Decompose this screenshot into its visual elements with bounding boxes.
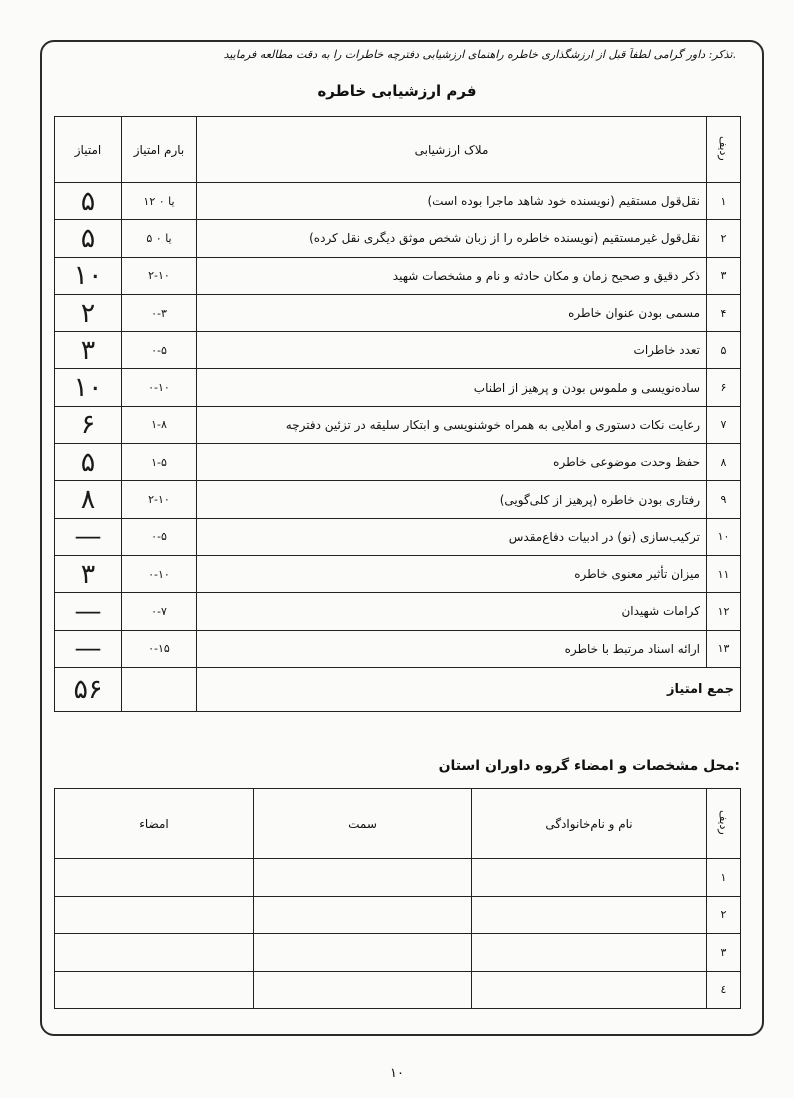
row-number: ۱۲	[707, 593, 741, 630]
evaluation-row	[55, 481, 741, 518]
judge-name-cell[interactable]	[472, 896, 707, 934]
judge-row-number: ۱	[707, 859, 741, 897]
handwritten-score: —	[55, 593, 122, 630]
judges-header-name: نام و نام‌خانوادگی	[472, 789, 707, 859]
judge-position-cell[interactable]	[254, 859, 472, 897]
evaluation-row	[55, 369, 741, 406]
evaluation-row	[55, 518, 741, 555]
judge-row-number: ۲	[707, 896, 741, 934]
judge-name-cell[interactable]	[472, 859, 707, 897]
evaluation-row	[55, 630, 741, 667]
criterion-text: حفظ وحدت موضوعی خاطره	[197, 444, 707, 481]
evaluation-row	[55, 555, 741, 592]
max-score: ۰-۵	[122, 518, 197, 555]
handwritten-score: ۱۰	[55, 369, 122, 406]
max-score: ۰-۱۵	[122, 630, 197, 667]
handwritten-score: ۳	[55, 555, 122, 592]
criterion-text: تعدد خاطرات	[197, 332, 707, 369]
handwritten-score: ۶	[55, 406, 122, 443]
judges-header-row	[55, 789, 741, 859]
header-criteria: ملاک ارزشیابی	[197, 117, 707, 183]
row-number: ۱۳	[707, 630, 741, 667]
judge-position-cell[interactable]	[254, 934, 472, 972]
evaluation-row	[55, 406, 741, 443]
max-score: ۱۲ یا ۰	[122, 183, 197, 220]
handwritten-score: ۱۰	[55, 257, 122, 294]
max-score: ۲-۱۰	[122, 257, 197, 294]
evaluation-header-row	[55, 117, 741, 183]
criterion-text: نقل‌قول مستقیم (نویسنده خود شاهد ماجرا بوده است)	[197, 183, 707, 220]
criterion-text: کرامات شهیدان	[197, 593, 707, 630]
judge-row-number: ٤	[707, 971, 741, 1009]
max-score: ۱-۸	[122, 406, 197, 443]
page-number: ۱۰	[390, 1066, 404, 1081]
total-score: ۵۶	[55, 667, 122, 711]
max-score: ۰-۱۰	[122, 555, 197, 592]
evaluation-row	[55, 294, 741, 331]
handwritten-score: ۵	[55, 444, 122, 481]
criterion-text: ارائه اسناد مرتبط با خاطره	[197, 630, 707, 667]
header-max-score: بارم امتیاز	[122, 117, 197, 183]
judge-position-cell[interactable]	[254, 896, 472, 934]
judge-row	[55, 934, 741, 972]
max-score: ۰-۱۰	[122, 369, 197, 406]
header-score: امتیاز	[55, 117, 122, 183]
judge-row	[55, 896, 741, 934]
evaluation-table	[54, 116, 741, 712]
row-number: ۱۱	[707, 555, 741, 592]
evaluation-row	[55, 183, 741, 220]
judges-table	[54, 788, 741, 1009]
total-row	[55, 667, 741, 711]
judges-header-signature: امضاء	[55, 789, 254, 859]
header-row-number: ردیف	[707, 117, 741, 183]
handwritten-score: ۲	[55, 294, 122, 331]
judge-name-cell[interactable]	[472, 971, 707, 1009]
evaluation-row	[55, 220, 741, 257]
row-number: ۶	[707, 369, 741, 406]
criterion-text: ترکیب‌سازی (نو) در ادبیات دفاع‌مقدس	[197, 518, 707, 555]
judge-signature-cell[interactable]	[55, 896, 254, 934]
row-number: ۳	[707, 257, 741, 294]
judge-row	[55, 859, 741, 897]
criterion-text: رفتاری بودن خاطره (پرهیز از کلی‌گویی)	[197, 481, 707, 518]
judge-signature-cell[interactable]	[55, 934, 254, 972]
judges-header-position: سمت	[254, 789, 472, 859]
max-score: ۰-۵	[122, 332, 197, 369]
criterion-text: ساده‌نویسی و ملموس بودن و پرهیز از اطناب	[197, 369, 707, 406]
row-number: ۹	[707, 481, 741, 518]
max-score: ۰-۷	[122, 593, 197, 630]
judge-name-cell[interactable]	[472, 934, 707, 972]
handwritten-score: ۳	[55, 332, 122, 369]
judge-signature-cell[interactable]	[55, 971, 254, 1009]
criterion-text: رعایت نکات دستوری و املایی به همراه خوشنویسی و ابتکار سلیقه در تزئین دفترچه	[197, 406, 707, 443]
judge-position-cell[interactable]	[254, 971, 472, 1009]
evaluation-row	[55, 257, 741, 294]
row-number: ۱	[707, 183, 741, 220]
criterion-text: میزان تأثیر معنوی خاطره	[197, 555, 707, 592]
form-title: فرم ارزشیابی خاطره	[317, 82, 477, 100]
judge-signature-cell[interactable]	[55, 859, 254, 897]
evaluation-row	[55, 593, 741, 630]
criterion-text: ذکر دقیق و صحیح زمان و مکان حادثه و نام و مشخصات شهید	[197, 257, 707, 294]
handwritten-score: ۵	[55, 183, 122, 220]
criterion-text: نقل‌قول غیرمستقیم (نویسنده خاطره را از زبان شخص موثق دیگری نقل کرده)	[197, 220, 707, 257]
row-number: ۷	[707, 406, 741, 443]
evaluation-row	[55, 332, 741, 369]
max-score: ۲-۱۰	[122, 481, 197, 518]
judges-header-row-number: ردیف	[707, 789, 741, 859]
max-score: ۵ یا ۰	[122, 220, 197, 257]
evaluation-row	[55, 444, 741, 481]
max-score: ۱-۵	[122, 444, 197, 481]
handwritten-score: ۵	[55, 220, 122, 257]
handwritten-score: —	[55, 518, 122, 555]
row-number: ۸	[707, 444, 741, 481]
judges-section-title: محل مشخصات و امضاء گروه داوران استان:	[438, 758, 740, 774]
row-number: ۲	[707, 220, 741, 257]
max-score: ۰-۳	[122, 294, 197, 331]
instruction-note: تذکر: داور گرامی لطفاً قبل از ارزشگذاری خاطره راهنمای ارزشیابی دفترچه خاطرات را به دقت مطالعه فرمایید.	[223, 48, 736, 61]
total-max-empty	[122, 667, 197, 711]
row-number: ۵	[707, 332, 741, 369]
handwritten-score: ۸	[55, 481, 122, 518]
row-number: ۱۰	[707, 518, 741, 555]
handwritten-score: —	[55, 630, 122, 667]
judge-row-number: ۳	[707, 934, 741, 972]
judge-row	[55, 971, 741, 1009]
criterion-text: مسمی بودن عنوان خاطره	[197, 294, 707, 331]
row-number: ۴	[707, 294, 741, 331]
total-label: جمع امتیاز	[197, 667, 741, 711]
